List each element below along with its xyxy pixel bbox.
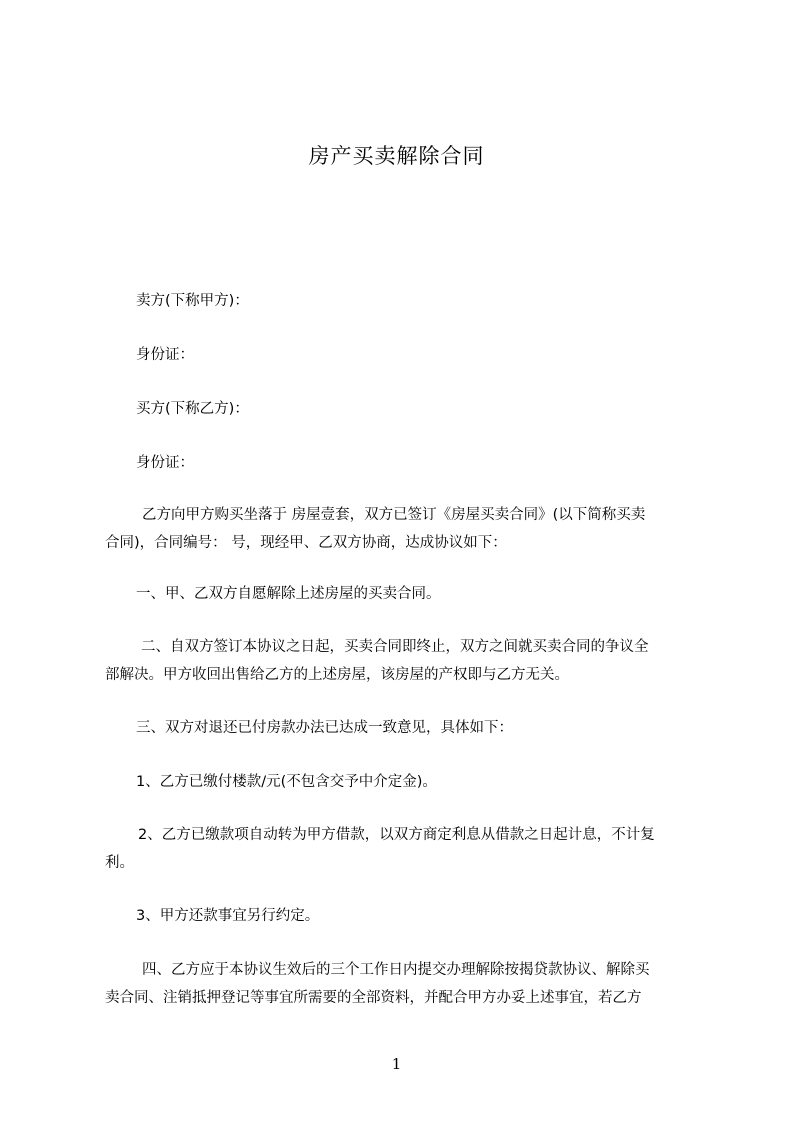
clause-3-2-line-2: 利。 — [105, 855, 134, 871]
intro-line-1: 乙方向甲方购买坐落于 房屋壹套，双方已签订《房屋买卖合同》(以下简称买卖 — [142, 507, 646, 523]
clause-3: 三、双方对退还已付房款办法已达成一致意见，具体如下： — [136, 720, 513, 736]
clause-3-2-line-1: 2、乙方已缴款项自动转为甲方借款，以双方商定利息从借款之日起计息，不计复 — [138, 827, 655, 843]
clause-3-3: 3、甲方还款事宜另行约定。 — [136, 908, 320, 924]
clause-4 — [105, 956, 710, 1012]
clause-4-line-1: 四、乙方应于本协议生效后的三个工作日内提交办理解除按揭贷款协议、解除买 — [142, 962, 650, 978]
intro-line-2: 合同)，合同编号： 号，现经甲、乙双方协商，达成协议如下： — [105, 535, 507, 551]
seller-id-label: 身份证： — [136, 347, 194, 363]
page-number: 1 — [391, 1055, 402, 1073]
clause-3-2 — [105, 821, 710, 877]
intro-paragraph — [105, 501, 710, 557]
clause-2 — [105, 633, 710, 689]
buyer-id-label: 身份证： — [136, 455, 194, 471]
clause-3-1: 1、乙方已缴付楼款/元(不包含交予中介定金)。 — [136, 774, 437, 790]
document-title: 房产买卖解除合同 — [308, 144, 485, 168]
buyer-label: 买方(下称乙方)： — [136, 401, 249, 417]
clause-4-line-2: 卖合同、注销抵押登记等事宜所需要的全部资料，并配合甲方办妥上述事宜，若乙方 — [105, 990, 642, 1006]
clause-2-line-2: 部解决。甲方收回出售给乙方的上述房屋，该房屋的产权即与乙方无关。 — [105, 667, 569, 683]
seller-label: 卖方(下称甲方)： — [136, 293, 249, 309]
clause-1: 一、甲、乙双方自愿解除上述房屋的买卖合同。 — [136, 586, 441, 602]
clause-2-line-1: 二、自双方签订本协议之日起，买卖合同即终止，双方之间就买卖合同的争议全 — [141, 639, 649, 655]
